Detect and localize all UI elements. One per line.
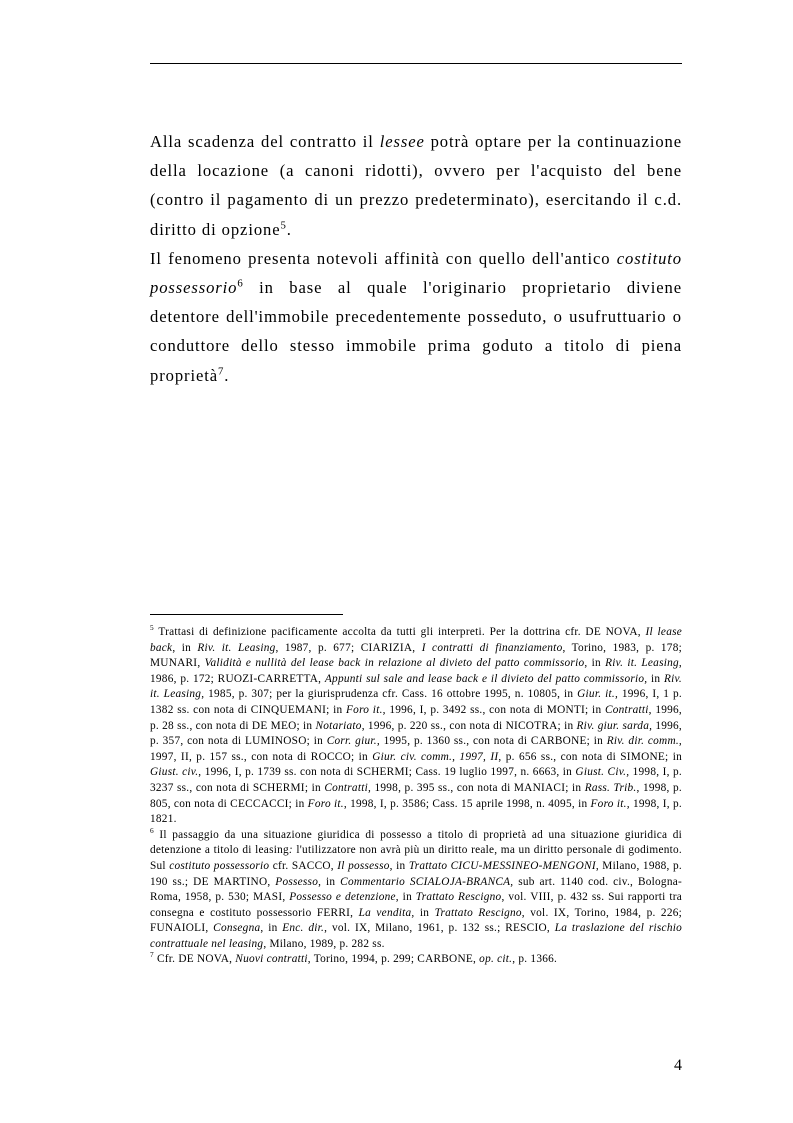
text-run: 1996, p. 357, con nota di LUMINOSO; in — [150, 719, 683, 748]
text-run: , 1996, I, p. 1739 ss. con nota di SCHERMI; Cass. 19 luglio 1997, n. 6663, in — [198, 766, 576, 779]
italic-title: Trattato Rescigno — [434, 906, 522, 919]
text-run: 1996, I, p. 3492 ss., con nota di MONTI; in — [385, 703, 605, 716]
italic-title: Trattato CICU-MESSINEO-MENGONI — [408, 859, 596, 872]
italic-title: Il lease back — [150, 626, 683, 654]
italic-title: I contratti di finanziamento — [421, 641, 563, 654]
text-run: 1998, I, p. 3237 ss., con nota di SCHERMI; in — [150, 766, 682, 794]
italic-title: op. cit. — [479, 953, 513, 966]
text-run: , in — [395, 891, 416, 904]
italic-title: Giust. civ. — [150, 766, 199, 779]
italic-title: Foro it. — [307, 797, 344, 810]
text-run: in — [647, 672, 664, 685]
text-run: , p. 656 ss., con nota di SIMONE; in — [498, 750, 682, 763]
text-run: 1995, p. 1360 ss., con nota di CARBONE; in — [379, 735, 607, 748]
text-run: Il passaggio da una situazione giuridica di possesso a titolo di proprietà ad una situazione giuridica di detenzione a titolo di leasing — [150, 828, 682, 857]
footnote-7 — [150, 952, 682, 968]
italic-term: lessee — [379, 132, 425, 151]
footnote-5 — [150, 625, 682, 828]
text-run: , vol. VIII, p. 432 ss. Sui rapporti tra consegna e costituto possessorio FERRI, — [150, 891, 682, 919]
text-run: , vol. IX, Milano, 1961, p. 132 ss.; RESCIO, — [324, 922, 555, 935]
italic-title: Appunti sul sale and lease back e il divieto del patto commissorio, — [324, 672, 648, 685]
italic-title: Foro it., — [346, 703, 386, 716]
italic-title: Riv. dir. comm., — [606, 735, 683, 748]
text-run: sub art. 1140 cod. civ., Bologna-Roma, 1958, p. 530; MASI, — [150, 875, 683, 904]
footnote-separator — [150, 614, 343, 615]
italic-title: Riv. giur. sarda, — [576, 719, 653, 732]
text-run: , 1998, p. 805, con nota di CECCACCI; in — [150, 781, 682, 810]
italic-title: costituto possessorio — [169, 859, 270, 872]
text-run: , 1986, p. 172; RUOZI-CARRETTA, — [150, 657, 682, 685]
text-run: , in — [318, 875, 341, 888]
italic-title: La traslazione del rischio contrattuale nel leasing — [150, 922, 683, 950]
footnotes — [150, 625, 682, 968]
footnote-ref[interactable]: 6 — [237, 277, 244, 290]
text-run: , p. 1366. — [512, 953, 558, 966]
text-run: potrà optare per la continuazione della locazione (a canoni ridotti), ovvero per l'acquisto del bene (contro il pagamento di un prezzo predeterminato), esercitando il c.d. diritto di opzione — [150, 132, 682, 239]
italic-title: : — [288, 844, 293, 857]
paragraph — [150, 244, 682, 390]
text-run: . — [224, 365, 230, 385]
text-run: , 1985, p. 307; per la giurisprudenza cfr. Cass. 16 ottobre 1995, n. 10805, in — [201, 688, 578, 701]
text-run: 1998, p. 395 ss., con nota di MANIACI; in — [371, 781, 585, 794]
italic-title: La vendita, — [358, 906, 415, 919]
italic-title: Contratti, — [324, 781, 372, 794]
footnote-6 — [150, 825, 683, 953]
text-run: , in — [260, 922, 283, 935]
italic-title: Possesso e detenzione — [289, 891, 396, 904]
text-run: in — [414, 906, 435, 919]
italic-title: Riv. it. Leasing — [150, 672, 682, 701]
italic-title: Notariato — [315, 719, 362, 732]
text-run: Trattasi di definizione pacificamente accolta da tutti gli interpreti. Per la dottrina cfr. DE NOVA, — [153, 626, 646, 638]
page-number: 4 — [674, 1057, 682, 1074]
text-run: 1996, I, 1 p. 1382 ss. con nota di CINQUEMANI; in — [150, 688, 682, 716]
text-run: Cfr. DE NOVA, — [153, 953, 236, 966]
text-run: , 1998, I, p. 3586; Cass. 15 aprile 1998, n. 4095, in — [343, 797, 591, 810]
footnote-ref[interactable]: 5 — [280, 219, 287, 232]
italic-title: Validità e nullità del lease back in relazione al divieto del patto commissorio — [204, 657, 585, 670]
text-run: l'utilizzatore non avrà più un diritto reale, ma un diritto personale di godimento. Sul — [150, 844, 682, 872]
italic-title: Possesso — [275, 875, 319, 888]
text-run: , Torino, 1983, p. 178; MUNARI, — [150, 641, 682, 670]
text-run: Il fenomeno presenta notevoli affinità con quello dell'antico — [150, 248, 617, 268]
text-run: , in — [389, 859, 409, 872]
italic-title: Giur. civ. comm., 1997, II — [372, 750, 499, 763]
italic-title: Corr. giur., — [326, 735, 380, 748]
italic-title: Contratti — [604, 703, 649, 716]
italic-title: Commentario SCIALOJA-BRANCA, — [340, 875, 514, 888]
italic-title: Enc. dir. — [282, 922, 325, 935]
text-run: , Torino, 1994, p. 299; CARBONE, — [307, 953, 480, 966]
italic-title: Foro it., — [590, 797, 630, 810]
text-run: 1997, II, p. 157 ss., con nota di ROCCO; in — [150, 750, 373, 763]
italic-title: Giust. Civ., — [575, 766, 630, 779]
italic-title: Giur. it., — [577, 688, 619, 701]
footnote-number: 7 — [150, 950, 154, 960]
italic-title: Trattato Rescigno — [415, 891, 502, 904]
text-run: , 1987, p. 677; CIARIZIA, — [275, 641, 422, 654]
italic-title: Riv. it. Leasing — [605, 657, 679, 670]
text-run: , 1996, p. 28 ss., con nota di DE MEO; in — [150, 703, 683, 732]
text-run: , in — [172, 641, 198, 654]
italic-title: Rass. Trib. — [584, 781, 637, 794]
paragraph — [150, 127, 682, 244]
text-run: in base al quale l'originario proprietario diviene detentore dell'immobile precedentemente posseduto, o usufruttuario o conduttore dello stesso immobile prima goduto a titolo di piena proprietà — [150, 278, 682, 385]
text-run: , 1996, p. 220 ss., con nota di NICOTRA; in — [361, 719, 577, 732]
footnote-ref[interactable]: 7 — [218, 365, 225, 378]
text-run: Alla scadenza del contratto il — [150, 132, 380, 151]
italic-title: Consegna — [213, 922, 261, 935]
text-run: . — [286, 219, 292, 239]
text-run: , vol. IX, Torino, 1984, p. 226; FUNAIOLI, — [150, 906, 683, 935]
italic-title: Nuovi contratti — [235, 953, 308, 966]
italic-title: Il possesso — [337, 859, 390, 872]
text-run: cfr. SACCO, — [269, 859, 338, 872]
text-run: , in — [584, 657, 606, 670]
body-text — [150, 127, 682, 390]
italic-title: Riv. it. Leasing — [197, 641, 276, 654]
text-run: , Milano, 1988, p. 190 ss.; DE MARTINO, — [150, 859, 682, 888]
footnote-number: 6 — [150, 825, 154, 835]
italic-term: costituto possessorio — [150, 248, 682, 298]
footnote-number: 5 — [150, 623, 154, 633]
text-run: , Milano, 1989, p. 282 ss. — [263, 937, 385, 950]
header-rule — [150, 63, 682, 64]
text-run: 1998, I, p. 1821. — [150, 797, 682, 826]
